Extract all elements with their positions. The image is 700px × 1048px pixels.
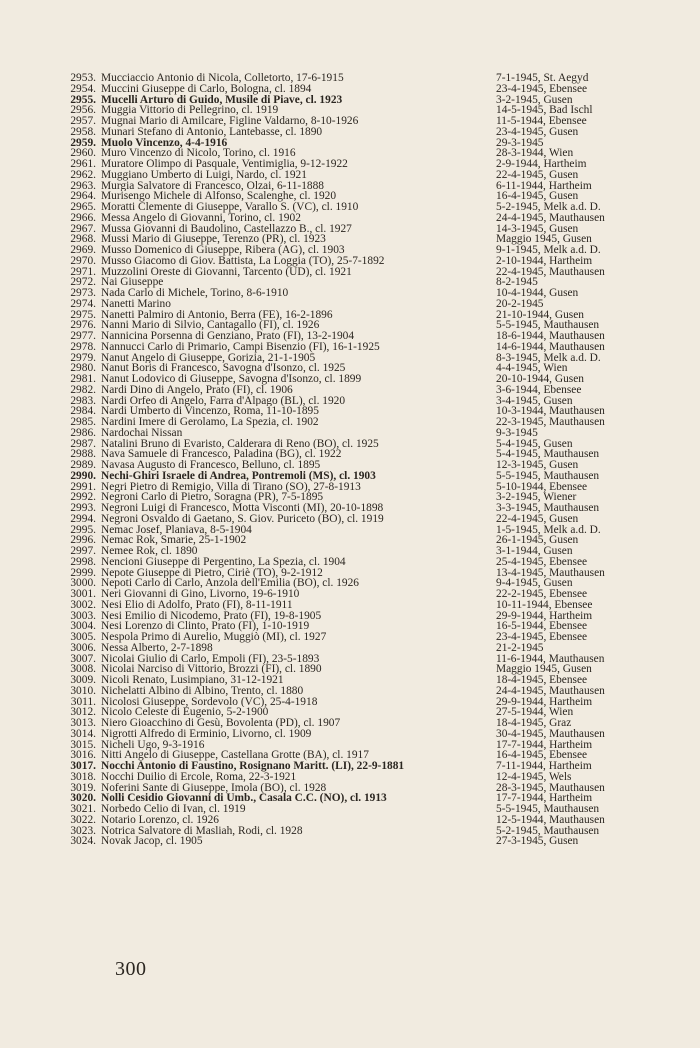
entry-death: 5-10-1944, Ebensee bbox=[496, 481, 588, 493]
entry-death: 7-1-1945, St. Aegyd bbox=[496, 73, 589, 84]
entry-death: 5-4-1945, Mauthausen bbox=[496, 449, 600, 460]
entry-number: 2970. bbox=[70, 254, 96, 267]
entry-number: 2964. bbox=[70, 190, 96, 203]
entry-number: 3008. bbox=[70, 663, 96, 676]
entry-number: 3007. bbox=[70, 652, 96, 665]
list-item bbox=[0, 718, 700, 729]
entry-death: 20-2-1945 bbox=[496, 298, 544, 310]
entry-death: 3-2-1945, Gusen bbox=[496, 94, 573, 106]
list-item bbox=[0, 73, 700, 84]
entry-death: 21-2-1945 bbox=[496, 642, 544, 654]
entry-number: 3015. bbox=[70, 738, 96, 751]
list-item bbox=[0, 740, 700, 751]
list-item bbox=[0, 611, 700, 622]
entry-person: Nesi Emilio di Nicodemo, Prato (FI), 19-8-1905 bbox=[101, 610, 322, 622]
entry-death: 8-3-1945, Melk a.d. D. bbox=[496, 352, 601, 364]
entry-person: Nessa Alberto, 2-7-1898 bbox=[101, 642, 213, 654]
list-item bbox=[0, 234, 700, 245]
list-item bbox=[0, 761, 700, 772]
entry-person: Nigrotti Alfredo di Erminio, Livorno, cl. 1909 bbox=[101, 728, 312, 740]
entry-death: 28-3-1945, Mauthausen bbox=[496, 782, 605, 794]
entry-number: 3001. bbox=[70, 588, 96, 600]
list-item bbox=[0, 654, 700, 665]
entry-death: 22-2-1945, Ebensee bbox=[496, 589, 588, 600]
list-item bbox=[0, 202, 700, 213]
entry-number: 2981. bbox=[70, 373, 96, 385]
entry-person: Nanut Lodovico di Giuseppe, Savogna d'Isonzo, cl. 1899 bbox=[101, 374, 362, 385]
entry-person: Nanetti Palmiro di Antonio, Berra (FE), 16-2-1896 bbox=[101, 309, 333, 321]
entry-death: 24-4-1945, Mauthausen bbox=[496, 212, 605, 224]
entry-number: 2955. bbox=[70, 93, 96, 106]
entry-number: 2973. bbox=[70, 287, 96, 299]
entry-number: 3022. bbox=[70, 813, 96, 826]
list-item bbox=[0, 95, 700, 106]
entry-person: Nicolai Giulio di Carlo, Empoli (FI), 23-5-1893 bbox=[101, 653, 320, 665]
list-item bbox=[0, 697, 700, 708]
list-item bbox=[0, 353, 700, 364]
list-item bbox=[0, 428, 700, 439]
entry-person: Nanni Mario di Silvio, Cantagallo (FI), cl. 1926 bbox=[101, 320, 320, 331]
entry-death: 28-3-1944, Wien bbox=[496, 148, 574, 159]
list-item bbox=[0, 181, 700, 192]
entry-person: Nardochai Nissan bbox=[101, 427, 183, 439]
entry-death: 7-11-1944, Hartheim bbox=[496, 761, 592, 772]
entry-number: 3024. bbox=[70, 835, 96, 848]
entry-person: Nolli Cesidio Giovanni di Umb., Casala C.C. (NO), cl. 1913 bbox=[101, 793, 387, 804]
entry-person: Nada Carlo di Michele, Torino, 8-6-1910 bbox=[101, 288, 289, 299]
entry-person: Muolo Vincenzo, 4-4-1916 bbox=[101, 137, 228, 149]
entry-number: 3014. bbox=[70, 727, 96, 740]
entry-death: 9-4-1945, Gusen bbox=[496, 578, 573, 589]
entry-person: Nepote Giuseppe di Pietro, Ciriè (TO), 9-2-1912 bbox=[101, 567, 323, 579]
entry-person: Norbedo Celio di Ivan, cl. 1919 bbox=[101, 804, 246, 815]
entry-person: Mussi Mario di Giuseppe, Terenzo (PR), cl. 1923 bbox=[101, 234, 326, 245]
entry-person: Mucciaccio Antonio di Nicola, Colletorto, 17-6-1915 bbox=[101, 73, 344, 84]
list-item bbox=[0, 600, 700, 611]
entry-person: Nepoti Carlo di Carlo, Anzola dell'Emilia (BO), cl. 1926 bbox=[101, 578, 359, 589]
entry-number: 2994. bbox=[70, 512, 96, 525]
entry-number: 2990. bbox=[70, 469, 96, 482]
entry-person: Nai Giuseppe bbox=[101, 277, 164, 288]
entry-death: 22-4-1945, Mauthausen bbox=[496, 266, 605, 278]
list-item bbox=[0, 374, 700, 385]
entry-person: Navasa Augusto di Francesco, Belluno, cl. 1895 bbox=[101, 460, 321, 471]
page-number: 300 bbox=[115, 958, 147, 980]
entry-number: 2963. bbox=[70, 179, 96, 192]
entry-death: 3-1-1944, Gusen bbox=[496, 546, 573, 557]
entry-death: 12-5-1944, Mauthausen bbox=[496, 814, 605, 826]
entry-person: Moratti Clemente di Giuseppe, Varallo S. (VC), cl. 1910 bbox=[101, 202, 359, 213]
entry-death: 10-11-1944, Ebensee bbox=[496, 599, 593, 611]
entry-number: 2967. bbox=[70, 222, 96, 235]
list-item bbox=[0, 191, 700, 202]
entry-person: Nanetti Marino bbox=[101, 298, 171, 310]
entry-number: 2959. bbox=[70, 136, 96, 149]
entry-death: 27-5-1944, Wien bbox=[496, 707, 574, 718]
entry-number: 2965. bbox=[70, 201, 96, 213]
list-item bbox=[0, 514, 700, 525]
entry-number: 2957. bbox=[70, 115, 96, 127]
entry-person: Musso Domenico di Giuseppe, Ribera (AG), cl. 1903 bbox=[101, 245, 345, 256]
list-item bbox=[0, 557, 700, 568]
entry-death: 18-4-1945, Graz bbox=[496, 718, 572, 729]
entry-death: 5-4-1945, Gusen bbox=[496, 438, 573, 450]
entry-death: 2-9-1944, Hartheim bbox=[496, 159, 587, 170]
entry-number: 3023. bbox=[70, 824, 96, 837]
entry-number: 2983. bbox=[70, 394, 96, 407]
entry-person: Nardi Dino di Angelo, Prato (FI), cl. 1906 bbox=[101, 384, 293, 396]
entry-death: 16-5-1944, Ebensee bbox=[496, 621, 588, 632]
list-item bbox=[0, 589, 700, 600]
entry-number: 2996. bbox=[70, 534, 96, 547]
entry-person: Nannicina Porsenna di Genziano, Prato (FI), 13-2-1904 bbox=[101, 331, 355, 342]
entry-number: 2975. bbox=[70, 308, 96, 321]
entry-number: 3020. bbox=[70, 792, 96, 805]
entry-death: Maggio 1945, Gusen bbox=[496, 664, 592, 675]
entry-death: 13-4-1945, Mauthausen bbox=[496, 567, 605, 579]
entry-person: Nardi Orfeo di Angelo, Farra d'Alpago (BL), cl. 1920 bbox=[101, 395, 346, 407]
entry-person: Nemee Rok, cl. 1890 bbox=[101, 546, 198, 557]
list-item bbox=[0, 406, 700, 417]
entry-number: 2976. bbox=[70, 319, 96, 332]
entry-number: 3009. bbox=[70, 674, 96, 686]
list-item bbox=[0, 363, 700, 374]
list-item bbox=[0, 138, 700, 149]
entry-death: 14-3-1945, Gusen bbox=[496, 223, 579, 235]
entry-person: Notario Lorenzo, cl. 1926 bbox=[101, 814, 219, 826]
list-item bbox=[0, 277, 700, 288]
entry-death: 14-6-1944, Mauthausen bbox=[496, 341, 605, 353]
list-item bbox=[0, 675, 700, 686]
entry-death: 18-4-1945, Ebensee bbox=[496, 675, 588, 686]
entry-person: Musso Giacomo di Giov. Battista, La Loggia (TO), 25-7-1892 bbox=[101, 255, 385, 267]
entry-person: Neri Giovanni di Gino, Livorno, 19-6-1910 bbox=[101, 589, 300, 600]
list-item bbox=[0, 267, 700, 278]
entry-death: 24-4-1945, Mauthausen bbox=[496, 685, 605, 697]
entry-death: 23-4-1945, Ebensee bbox=[496, 83, 588, 95]
entry-number: 2999. bbox=[70, 566, 96, 579]
entry-person: Nicheli Ugo, 9-3-1916 bbox=[101, 739, 205, 751]
entry-person: Nardi Umberto di Vincenzo, Roma, 11-10-1895 bbox=[101, 406, 319, 417]
entry-number: 2986. bbox=[70, 426, 96, 439]
entry-death: 29-9-1944, Hartheim bbox=[496, 610, 593, 622]
list-item bbox=[0, 213, 700, 224]
entry-number: 2971. bbox=[70, 265, 96, 278]
entry-person: Noferini Sante di Giuseppe, Imola (BO), cl. 1928 bbox=[101, 782, 327, 794]
entry-person: Nespola Primo di Aurelio, Muggiò (MI), cl. 1927 bbox=[101, 632, 327, 643]
entry-death: 8-2-1945 bbox=[496, 277, 538, 288]
list-item bbox=[0, 535, 700, 546]
entry-person: Nocchi Duilio di Ercole, Roma, 22-3-1921 bbox=[101, 771, 297, 783]
entry-death: 5-5-1945, Mauthausen bbox=[496, 470, 600, 482]
entry-number: 2991. bbox=[70, 480, 96, 493]
entry-death: 5-5-1945, Mauthausen bbox=[496, 320, 600, 331]
list-item bbox=[0, 793, 700, 804]
entry-person: Murgia Salvatore di Francesco, Olzai, 6-11-1888 bbox=[101, 180, 325, 192]
list-item bbox=[0, 632, 700, 643]
entry-person: Natalini Bruno di Evaristo, Calderara di Reno (BO), cl. 1925 bbox=[101, 438, 379, 450]
entry-person: Nemac Rok, Smarie, 25-1-1902 bbox=[101, 535, 247, 546]
entry-number: 2978. bbox=[70, 340, 96, 353]
entry-person: Muggia Vittorio di Pellegrino, cl. 1919 bbox=[101, 105, 279, 116]
entry-person: Nesi Elio di Adolfo, Prato (FI), 8-11-1911 bbox=[101, 599, 293, 611]
list-item bbox=[0, 503, 700, 514]
entry-death: Maggio 1945, Gusen bbox=[496, 234, 592, 245]
list-item bbox=[0, 331, 700, 342]
list-item bbox=[0, 84, 700, 95]
entry-number: 2962. bbox=[70, 168, 96, 181]
entry-person: Nardini Imere di Gerolamo, La Spezia, cl. 1902 bbox=[101, 417, 319, 428]
entry-death: 16-4-1945, Ebensee bbox=[496, 750, 588, 761]
list-item bbox=[0, 686, 700, 697]
entry-person: Nicolai Narciso di Vittorio, Brozzi (FI), cl. 1890 bbox=[101, 664, 322, 675]
entry-death: 1-5-1945, Melk a.d. D. bbox=[496, 524, 601, 536]
entry-number: 2972. bbox=[70, 276, 96, 289]
entry-person: Notrica Salvatore di Masliah, Rodi, cl. 1928 bbox=[101, 825, 303, 837]
entry-number: 2977. bbox=[70, 330, 96, 342]
list-item bbox=[0, 148, 700, 159]
entry-number: 2995. bbox=[70, 523, 96, 536]
entry-number: 2974. bbox=[70, 297, 96, 310]
entry-death: 6-11-1944, Hartheim bbox=[496, 180, 592, 192]
entry-person: Nocchi Antonio di Faustino, Rosignano Maritt. (LI), 22-9-1881 bbox=[101, 761, 405, 772]
entry-list bbox=[0, 73, 700, 847]
entry-person: Negroni Carlo di Pietro, Soragna (PR), 7-5-1895 bbox=[101, 492, 324, 503]
entry-number: 3017. bbox=[70, 760, 96, 772]
entry-person: Nicolosi Giuseppe, Sordevolo (VC), 25-4-1918 bbox=[101, 696, 318, 708]
entry-person: Negroni Luigi di Francesco, Motta Visconti (MI), 20-10-1898 bbox=[101, 503, 384, 514]
entry-person: Murisengo Michele di Alfonso, Scalenghe, cl. 1920 bbox=[101, 191, 337, 202]
entry-number: 3003. bbox=[70, 609, 96, 622]
list-item bbox=[0, 310, 700, 321]
entry-number: 2968. bbox=[70, 233, 96, 246]
list-item bbox=[0, 621, 700, 632]
entry-person: Nannucci Carlo di Primario, Campi Bisenzio (FI), 16-1-1925 bbox=[101, 341, 380, 353]
list-item bbox=[0, 750, 700, 761]
entry-number: 3021. bbox=[70, 803, 96, 815]
list-item bbox=[0, 729, 700, 740]
entry-death: 16-4-1945, Gusen bbox=[496, 191, 579, 202]
entry-death: 17-7-1944, Hartheim bbox=[496, 739, 593, 751]
entry-number: 3002. bbox=[70, 598, 96, 611]
entry-number: 2958. bbox=[70, 125, 96, 138]
entry-death: 20-10-1944, Gusen bbox=[496, 374, 584, 385]
entry-number: 3010. bbox=[70, 684, 96, 697]
entry-number: 3012. bbox=[70, 706, 96, 719]
entry-number: 3013. bbox=[70, 717, 96, 729]
entry-number: 2989. bbox=[70, 459, 96, 471]
list-item bbox=[0, 707, 700, 718]
entry-death: 11-5-1944, Ebensee bbox=[496, 116, 587, 127]
entry-number: 2992. bbox=[70, 491, 96, 504]
entry-number: 2969. bbox=[70, 244, 96, 256]
list-item bbox=[0, 245, 700, 256]
entry-death: 5-5-1945, Mauthausen bbox=[496, 804, 600, 815]
list-item bbox=[0, 482, 700, 493]
entry-number: 2982. bbox=[70, 383, 96, 396]
list-item bbox=[0, 643, 700, 654]
entry-death: 22-4-1945, Gusen bbox=[496, 513, 579, 525]
entry-death: 5-2-1945, Melk a.d. D. bbox=[496, 202, 601, 213]
list-item bbox=[0, 578, 700, 589]
entry-person: Nemac Josef, Planiava, 8-5-1904 bbox=[101, 524, 252, 536]
list-item bbox=[0, 546, 700, 557]
list-item bbox=[0, 492, 700, 503]
list-item bbox=[0, 815, 700, 826]
entry-number: 2997. bbox=[70, 545, 96, 557]
list-item bbox=[0, 449, 700, 460]
entry-number: 2956. bbox=[70, 104, 96, 117]
list-item bbox=[0, 342, 700, 353]
entry-death: 11-6-1944, Mauthausen bbox=[496, 653, 605, 665]
entry-number: 2960. bbox=[70, 147, 96, 160]
entry-death: 17-7-1944, Hartheim bbox=[496, 793, 593, 804]
entry-person: Munari Stefano di Antonio, Lantebasse, cl. 1890 bbox=[101, 126, 323, 138]
entry-number: 3011. bbox=[70, 695, 96, 708]
entry-person: Mucelli Arturo di Guido, Musile di Piave, cl. 1923 bbox=[101, 94, 343, 106]
entry-number: 2993. bbox=[70, 502, 96, 514]
list-item bbox=[0, 568, 700, 579]
entry-death: 29-3-1945 bbox=[496, 137, 544, 149]
entry-person: Muzzolini Oreste di Giovanni, Tarcento (UD), cl. 1921 bbox=[101, 266, 352, 278]
list-item bbox=[0, 471, 700, 482]
list-item bbox=[0, 256, 700, 267]
list-item bbox=[0, 320, 700, 331]
entry-number: 2953. bbox=[70, 72, 96, 84]
entry-person: Negroni Osvaldo di Gaetano, S. Giov. Puriceto (BO), cl. 1919 bbox=[101, 513, 384, 525]
entry-person: Nicoli Renato, Lusimpiano, 31-12-1921 bbox=[101, 675, 284, 686]
entry-death: 3-4-1945, Gusen bbox=[496, 395, 573, 407]
entry-death: 25-4-1945, Ebensee bbox=[496, 556, 588, 568]
entry-number: 2987. bbox=[70, 437, 96, 450]
list-item bbox=[0, 460, 700, 471]
entry-number: 2966. bbox=[70, 211, 96, 224]
entry-death: 22-3-1945, Mauthausen bbox=[496, 417, 605, 428]
list-item bbox=[0, 396, 700, 407]
entry-person: Novak Jacop, cl. 1905 bbox=[101, 836, 203, 847]
entry-person: Muggiano Umberto di Luigi, Nardo, cl. 1921 bbox=[101, 169, 307, 181]
entry-person: Nava Samuele di Francesco, Paladina (BG), cl. 1922 bbox=[101, 449, 342, 460]
entry-death: 12-4-1945, Wels bbox=[496, 771, 572, 783]
entry-death: 12-3-1945, Gusen bbox=[496, 460, 579, 471]
list-item bbox=[0, 664, 700, 675]
entry-death: 22-4-1945, Gusen bbox=[496, 169, 579, 181]
entry-number: 3016. bbox=[70, 749, 96, 762]
entry-person: Mugnai Mario di Amilcare, Figline Valdarno, 8-10-1926 bbox=[101, 116, 359, 127]
entry-death: 18-6-1944, Mauthausen bbox=[496, 331, 605, 342]
entry-person: Nitti Angelo di Giuseppe, Castellana Grotte (BA), cl. 1917 bbox=[101, 750, 369, 761]
entry-number: 2985. bbox=[70, 416, 96, 428]
list-item bbox=[0, 105, 700, 116]
entry-death: 9-1-1945, Melk a.d. D. bbox=[496, 245, 601, 256]
entry-person: Nanut Boris di Francesco, Savogna d'Isonzo, cl. 1925 bbox=[101, 363, 346, 374]
entry-person: Muccini Giuseppe di Carlo, Bologna, cl. 1894 bbox=[101, 83, 312, 95]
entry-person: Messa Angelo di Giovanni, Torino, cl. 1902 bbox=[101, 212, 301, 224]
entry-person: Nanut Angelo di Giuseppe, Gorizia, 21-1-1905 bbox=[101, 352, 316, 364]
entry-number: 2998. bbox=[70, 555, 96, 568]
entry-person: Nencioni Giuseppe di Pergentino, La Spezia, cl. 1904 bbox=[101, 556, 346, 568]
entry-number: 2980. bbox=[70, 362, 96, 375]
entry-death: 23-4-1945, Ebensee bbox=[496, 632, 588, 643]
list-item bbox=[0, 170, 700, 181]
entry-death: 5-2-1945, Mauthausen bbox=[496, 825, 600, 837]
entry-death: 26-1-1945, Gusen bbox=[496, 535, 579, 546]
entry-death: 29-9-1944, Hartheim bbox=[496, 696, 593, 708]
list-item bbox=[0, 159, 700, 170]
entry-death: 3-3-1945, Mauthausen bbox=[496, 503, 600, 514]
entry-person: Nechi-Ghiri Israele di Andrea, Pontremoli (MS), cl. 1903 bbox=[101, 470, 376, 482]
entry-number: 3000. bbox=[70, 577, 96, 590]
entry-death: 10-3-1944, Mauthausen bbox=[496, 406, 605, 417]
entry-number: 2988. bbox=[70, 448, 96, 461]
list-item bbox=[0, 127, 700, 138]
entry-death: 2-10-1944, Hartheim bbox=[496, 255, 593, 267]
entry-number: 2954. bbox=[70, 82, 96, 95]
entry-number: 2984. bbox=[70, 405, 96, 418]
list-item bbox=[0, 836, 700, 847]
entry-number: 3019. bbox=[70, 781, 96, 794]
entry-death: 21-10-1944, Gusen bbox=[496, 309, 584, 321]
entry-death: 4-4-1945, Wien bbox=[496, 363, 568, 374]
entry-number: 3006. bbox=[70, 641, 96, 654]
entry-number: 3018. bbox=[70, 770, 96, 783]
entry-number: 3005. bbox=[70, 631, 96, 643]
list-item bbox=[0, 783, 700, 794]
entry-number: 2961. bbox=[70, 158, 96, 170]
list-item bbox=[0, 772, 700, 783]
entry-person: Muro Vincenzo di Nicolo, Torino, cl. 1916 bbox=[101, 148, 296, 159]
list-item bbox=[0, 385, 700, 396]
entry-person: Niero Gioacchino di Gesù, Bovolenta (PD), cl. 1907 bbox=[101, 718, 341, 729]
entry-death: 3-2-1945, Wiener bbox=[496, 492, 577, 503]
entry-death: 30-4-1945, Mauthausen bbox=[496, 728, 605, 740]
list-item bbox=[0, 116, 700, 127]
list-item bbox=[0, 288, 700, 299]
list-item bbox=[0, 804, 700, 815]
entry-number: 3004. bbox=[70, 620, 96, 633]
entry-death: 3-6-1944, Ebensee bbox=[496, 384, 582, 396]
entry-death: 27-3-1945, Gusen bbox=[496, 836, 579, 847]
list-item bbox=[0, 439, 700, 450]
list-item bbox=[0, 417, 700, 428]
entry-death: 10-4-1944, Gusen bbox=[496, 288, 579, 299]
entry-person: Nicolo Celeste di Eugenio, 5-2-1900 bbox=[101, 707, 269, 718]
entry-death: 23-4-1945, Gusen bbox=[496, 126, 579, 138]
entry-person: Nichelatti Albino di Albino, Trento, cl. 1880 bbox=[101, 685, 304, 697]
entry-person: Mussa Giovanni di Baudolino, Castellazzo B., cl. 1927 bbox=[101, 223, 352, 235]
list-item bbox=[0, 525, 700, 536]
list-item bbox=[0, 826, 700, 837]
entry-person: Negri Pietro di Remigio, Villa di Tirano (SO), 27-8-1913 bbox=[101, 481, 361, 493]
list-item bbox=[0, 224, 700, 235]
entry-number: 2979. bbox=[70, 351, 96, 364]
list-item bbox=[0, 299, 700, 310]
entry-death: 9-3-1945 bbox=[496, 427, 538, 439]
entry-death: 14-5-1945, Bad Ischl bbox=[496, 105, 593, 116]
entry-person: Muratore Olimpo di Pasquale, Ventimiglia, 9-12-1922 bbox=[101, 159, 348, 170]
entry-person: Nesi Lorenzo di Clinto, Prato (FI), 1-10-1919 bbox=[101, 621, 310, 632]
